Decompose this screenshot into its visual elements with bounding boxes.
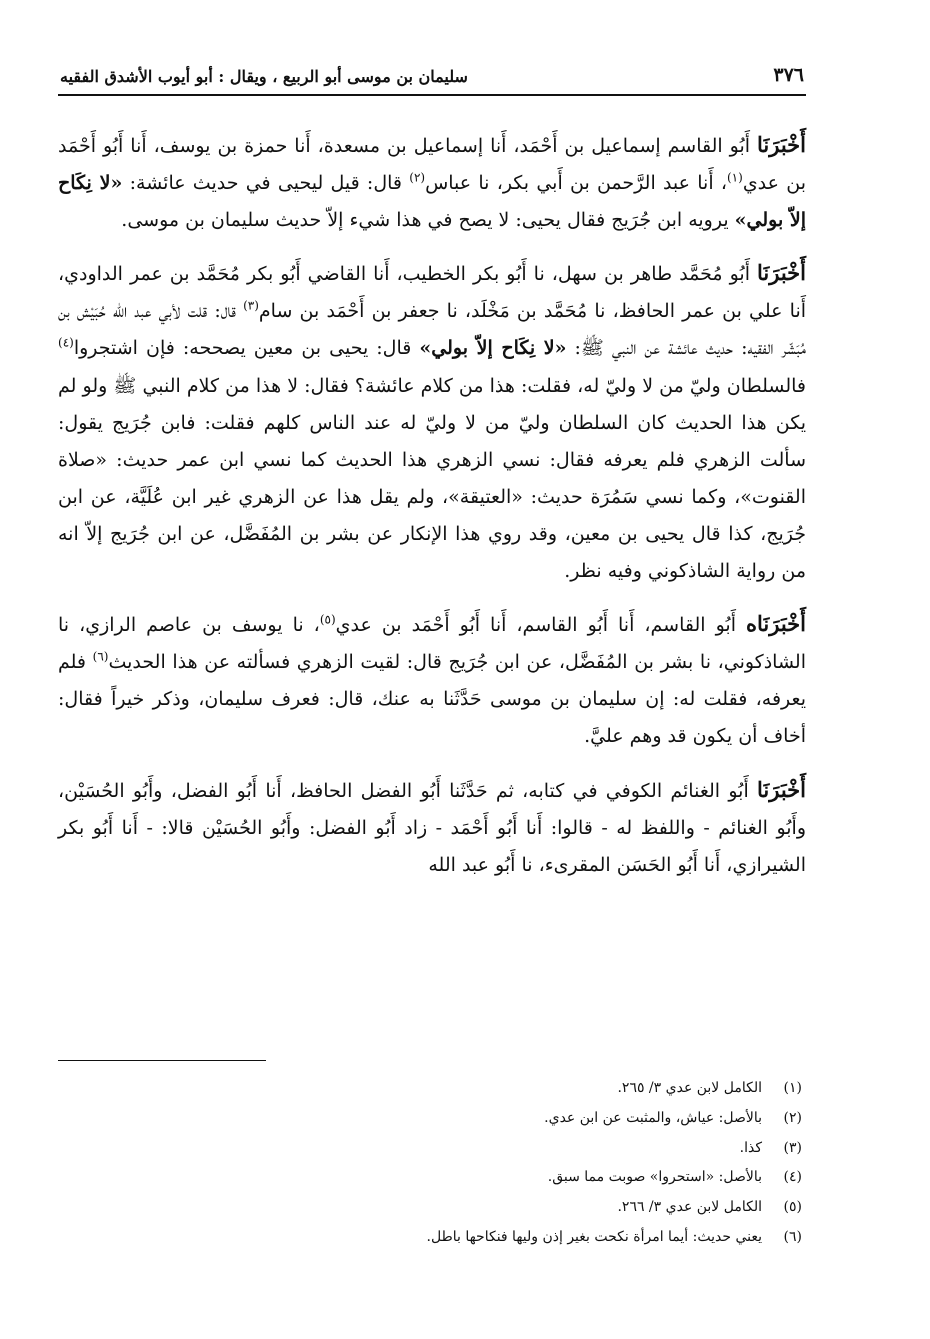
footnote (58, 1163, 806, 1193)
footnote-ref: (١) (726, 170, 743, 185)
footnote (58, 1074, 806, 1104)
footnote-ref: (٥) (319, 612, 336, 627)
text-run: أَبُو القاسم، أَنا أَبُو القاسم، أَنا أَبُو أَحْمَد بن عدي (335, 614, 747, 637)
book-page (58, 52, 807, 1245)
text-run: فالسلطان وليّ من لا وليّ له، فقلت: هذا من كلام عائشة؟ فقال: لا هذا من كلام النبي ﷺ ولو لم يكن هذا الحديث كان السلطان وليّ من لا وليّ له عند الناس كلهم فقلت: فابن جُرَيج يقول: سألت الزهري فلم يعرفه فقال: نسي الزهري هذا الحديث كما نسي ابن عمر حديث: «صلاة القنوت»، وكما نسي سَمُرَة حديث: «العتيقة»، ولم يقل هذا عن الزهري غير ابن عُلَيَّة، عن ابن جُرَيج، كذا قال يحيى بن معين، وقد روي هذا الإنكار عن بشر بن المُفَضَّل، عن ابن جُرَيج إلاّ انه من رواية الشاذكوني وفيه نظر. (58, 374, 806, 583)
text-run: أَبُو الغنائم الكوفي في كتابه، ثم حَدَّثَنا أَبُو الفضل الحافظ، أَنا أَبُو الفضل، وأَبُو الحُسَيْن، وأَبُو الغنائم - واللفظ له - قالوا: أَنا أَبُو أَحْمَد - زاد أَبُو الفضل: وأَبُو الحُسَيْن قالا: - أَنا أَبُو بكر الشيرازي، أَنا أَبُو الحَسَن المقرىء، نا أَبُو عبد الله (58, 779, 806, 876)
text-run: ، أَنا عبد الرَّحمن بن أَبي بكر، نا عباس (425, 172, 727, 195)
paragraph (58, 771, 806, 884)
footnote-number: (١) (783, 1080, 802, 1096)
text-run: قال: قيل ليحيى في حديث عائشة: (122, 172, 410, 195)
footnote-text: كذا. (739, 1139, 762, 1156)
text-run: ، نا يوسف بن عاصم الرازي، نا الشاذكوني، نا بشر بن المُفَضَّل، عن ابن جُرَيج قال: لقيت الزهري فسألته عن هذا الحديث (58, 614, 806, 674)
text-run: أَبُو مُحَمَّد طاهر بن سهل، نا أَبُو بكر الخطيب، أَنا القاضي أَبُو بكر مُحَمَّد بن عمر الداودي، أَنا علي بن عمر الحافظ، نا مُحَمَّد بن مَخْلَد، نا جعفر بن أَحْمَد بن سام (58, 263, 807, 323)
paragraph (58, 254, 806, 590)
hadith-quote: «لا نِكَاح إلاّ بولي» (419, 337, 567, 360)
footnote-number: (٦) (783, 1228, 802, 1245)
footnotes (58, 1074, 806, 1253)
footnote-number: (٤) (783, 1169, 802, 1186)
footnote (58, 1223, 806, 1253)
footnote-number: (٣) (783, 1139, 802, 1156)
text-run: قال: يحيى بن معين يصححه: فإن اشتجروا (73, 337, 420, 360)
paragraph-lead-word: أَخْبَرَنَاه (746, 611, 807, 637)
footnote-number: (٢) (783, 1109, 802, 1126)
footnote-number: (٥) (783, 1199, 802, 1216)
paragraph-lead-word: أَخْبَرَنَا (757, 776, 806, 802)
paragraph-lead-word: أَخْبَرَنَا (757, 260, 806, 286)
text-run: فلم يعرفه، فقلت له: إن سليمان بن موسى حَدَّثَنا به عنك، قال: فعرف سليمان، وذكر خيراً فقال: أخاف أن يكون قد وهم عليَّ. (58, 651, 806, 748)
paragraph (58, 126, 806, 239)
main-text (58, 126, 806, 884)
footnote-text: الكامل لابن عدي ٣/ ٢٦٦. (617, 1199, 762, 1216)
page-number: ٣٧٦ (773, 64, 804, 86)
paragraph (58, 605, 806, 755)
footnote-separator (58, 1060, 266, 1061)
footnote-ref: (٦) (92, 649, 109, 664)
footnote-text: بالأصل: «استحروا» صوبت مما سبق. (547, 1169, 762, 1186)
footnote-ref: (٤) (58, 336, 74, 351)
paragraph-lead-word: أَخْبَرَنَا (757, 132, 806, 157)
running-title: سليمان بن موسى أبو الربيع ، ويقال : أبو أيوب الأشدق الفقيه (60, 67, 468, 86)
footnote (58, 1104, 806, 1134)
footnote-ref: (٢) (409, 170, 426, 185)
hadith-quote: «لا نِكَاح إلاّ بولي» (58, 172, 806, 232)
footnote-ref: (٣) (243, 299, 259, 314)
footnote-text: الكامل لابن عدي ٣/ ٢٦٥. (617, 1080, 762, 1096)
footnote-text: بالأصل: عياش، والمثبت عن ابن عدي. (544, 1109, 762, 1126)
footnote (58, 1134, 806, 1164)
text-run: يرويه ابن جُرَيج فقال يحيى: لا يصح في هذا شيء إلاّ حديث سليمان بن موسى. (121, 209, 735, 232)
footnote-text: يعني حديث: أيما امرأة نكحت بغير إذن وليها فنكاحها باطل. (426, 1228, 762, 1245)
text-run: قال: قلت لأبي عبد الله حُبَيْش بن مُبَشّر الفقيه: حديث عائشة عن النبي ﷺ: (58, 300, 807, 360)
text-run: أَبُو القاسم إسماعيل بن أَحْمَد، أَنا إسماعيل بن مسعدة، أَنا حمزة بن يوسف، أَنا أَبُو أَحْمَد بن عدي (58, 135, 806, 195)
page-header (58, 52, 806, 96)
footnote (58, 1193, 806, 1223)
